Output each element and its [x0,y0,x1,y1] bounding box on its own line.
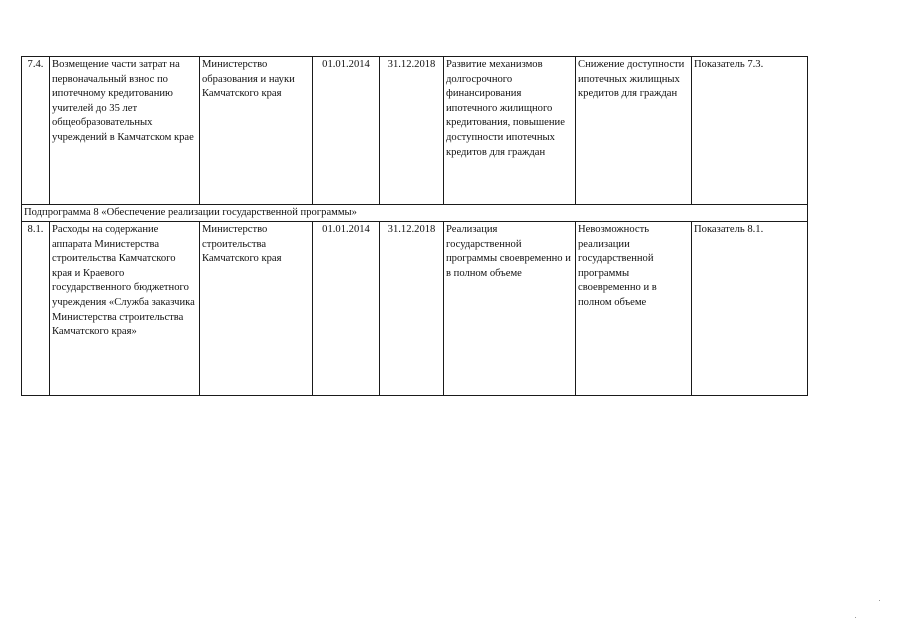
scan-speck [879,600,880,601]
subprogram-title: Подпрограмма 8 «Обеспечение реализации государственной программы» [22,205,808,222]
event-name: Возмещение части затрат на первоначальный взнос по ипотечному кредитованию учителей до 35 лет общеобразовательных учреждений в Камчатском крае [50,57,200,205]
row-number: 7.4. [22,57,50,205]
program-table [21,56,808,396]
non-implementation-consequence: Снижение доступности ипотечных жилищных кредитов для граждан [576,57,692,205]
row-number: 8.1. [22,222,50,396]
table-row [22,222,808,396]
start-date: 01.01.2014 [313,222,380,396]
expected-result: Развитие механизмов долгосрочного финансирования ипотечного жилищного кредитования, повышение доступности ипотечных кредитов для граждан [444,57,576,205]
table-row [22,57,808,205]
end-date: 31.12.2018 [380,57,444,205]
event-name: Расходы на содержание аппарата Министерства строительства Камчатского края и Краевого государственного бюджетного учреждения «Служба заказчика Министерства строительства Камчатского края» [50,222,200,396]
start-date: 01.01.2014 [313,57,380,205]
subprogram-row [22,205,808,222]
non-implementation-consequence: Невозможность реализации государственной программы своевременно и в полном объеме [576,222,692,396]
indicator: Показатель 8.1. [692,222,808,396]
indicator: Показатель 7.3. [692,57,808,205]
expected-result: Реализация государственной программы своевременно и в полном объеме [444,222,576,396]
end-date: 31.12.2018 [380,222,444,396]
scan-speck [855,617,856,618]
executor: Министерство строительства Камчатского края [200,222,313,396]
executor: Министерство образования и науки Камчатского края [200,57,313,205]
